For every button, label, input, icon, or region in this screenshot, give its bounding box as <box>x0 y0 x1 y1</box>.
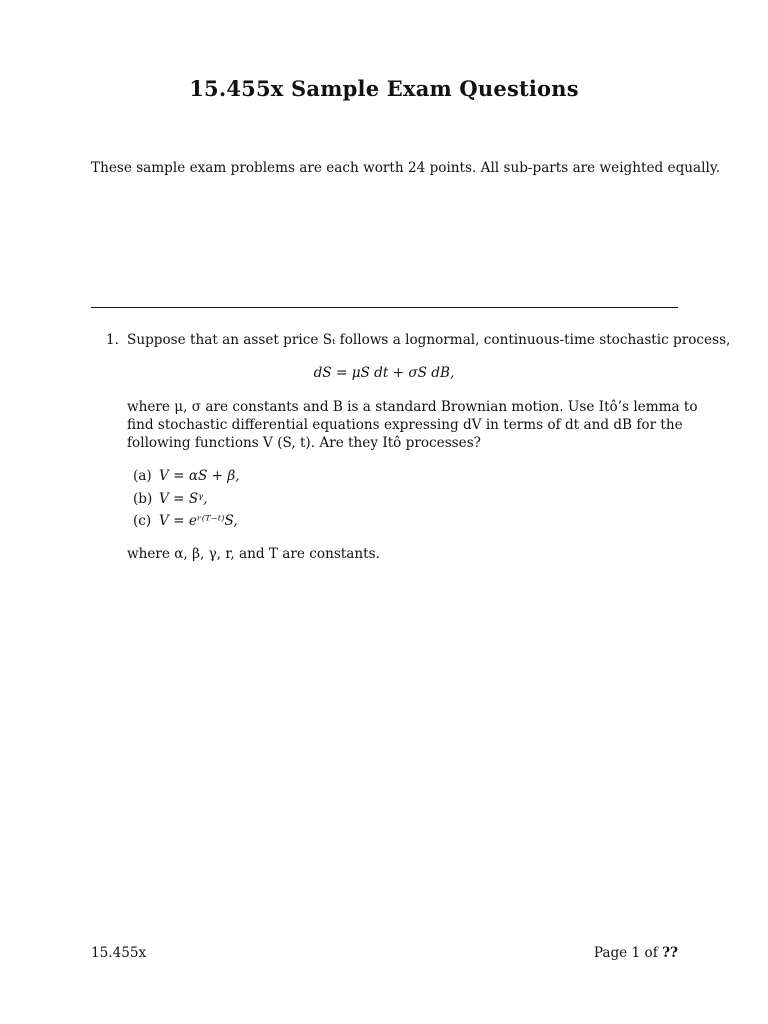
description-line: find stochastic differential equations expressing dV in terms of dt and dB for the <box>127 417 683 433</box>
sub-part-expression: V = αS + β, <box>159 468 240 484</box>
question-description <box>127 398 698 452</box>
page-total: ?? <box>662 945 678 961</box>
horizontal-rule <box>91 307 678 308</box>
sub-part-label: (b) <box>133 490 153 507</box>
description-line: following functions V (S, t). Are they Itô processes? <box>127 435 481 451</box>
sub-part-label: (a) <box>133 468 152 484</box>
footer-course-name: 15.455x <box>91 945 147 961</box>
sub-parts-list <box>133 465 240 533</box>
sub-part-label: (c) <box>133 513 152 529</box>
sub-part-expression: V = eʳ⁽ᵀ⁻ᵗ⁾S, <box>159 513 238 529</box>
description-line: where μ, σ are constants and B is a standard Brownian motion. Use Itô’s lemma to <box>127 399 698 415</box>
sub-part-a <box>133 465 240 488</box>
question-number: 1. <box>106 332 119 348</box>
display-equation: dS = μS dt + σS dB, <box>313 365 455 381</box>
page-title: 15.455x Sample Exam Questions <box>189 76 579 101</box>
sub-part-expression: V = Sᵞ, <box>159 490 208 507</box>
sub-part-c <box>133 510 240 533</box>
question-tail: where α, β, γ, r, and T are constants. <box>127 546 380 562</box>
sub-part-b <box>133 488 240 511</box>
intro-paragraph: These sample exam problems are each worth 24 points. All sub-parts are weighted equally. <box>91 160 721 176</box>
page-prefix: Page 1 of <box>593 945 663 961</box>
question-stem: Suppose that an asset price Sₜ follows a lognormal, continuous-time stochastic process, <box>127 332 731 348</box>
footer-page-number <box>594 944 678 962</box>
